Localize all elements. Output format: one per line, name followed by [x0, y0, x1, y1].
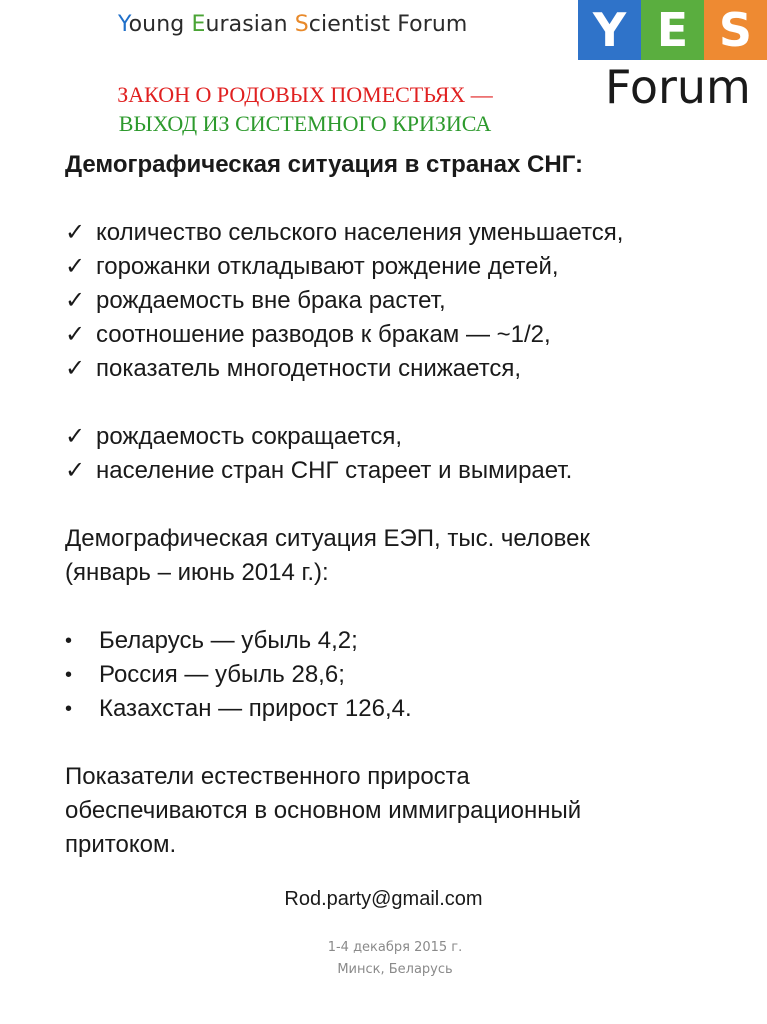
- footer-place: Минск, Беларусь: [337, 962, 453, 977]
- list-item-text: соотношение разводов к бракам — ~1/2,: [96, 321, 551, 348]
- list-item: [65, 658, 745, 692]
- eep-intro-line-2: (январь – июнь 2014 г.):: [65, 559, 329, 586]
- list-item: [65, 284, 745, 318]
- title-initial-e: E: [191, 12, 206, 37]
- logo-forum-word: Forum: [605, 60, 751, 114]
- check-list-2: [65, 420, 745, 488]
- headline-line-1: ЗАКОН О РОДОВЫХ ПОМЕСТЬЯХ —: [117, 82, 493, 107]
- check-icon: ✓: [65, 457, 86, 484]
- spacer: [65, 386, 745, 420]
- title-word-eurasian: urasian: [205, 12, 295, 37]
- forum-title: [118, 12, 467, 37]
- title-word-scientist-forum: cientist Forum: [308, 12, 468, 37]
- list-item-text: горожанки откладывают рождение детей,: [96, 253, 559, 280]
- title-initial-y: Y: [118, 12, 129, 37]
- conclusion-line-1: Показатели естественного прироста: [65, 763, 470, 790]
- title-word-young: oung: [128, 12, 192, 37]
- spacer: [65, 590, 745, 624]
- check-icon: ✓: [65, 219, 86, 246]
- list-item-text: рождаемость вне брака растет,: [96, 287, 446, 314]
- spacer: [65, 726, 745, 760]
- list-item-text: количество сельского населения уменьшается,: [96, 219, 624, 246]
- headline-line-2: ВЫХОД ИЗ СИСТЕМНОГО КРИЗИСА: [118, 111, 492, 136]
- footer-date: 1-4 декабря 2015 г.: [327, 940, 463, 955]
- list-item-text: Беларусь — убыль 4,2;: [99, 627, 358, 654]
- list-item: [65, 216, 745, 250]
- bullet-icon: •: [65, 664, 73, 686]
- list-item-text: население стран СНГ стареет и вымирает.: [96, 457, 573, 484]
- logo-tile-e: E: [641, 0, 704, 60]
- country-list: [65, 624, 745, 726]
- check-icon: ✓: [65, 423, 86, 450]
- list-item-text: Россия — убыль 28,6;: [99, 661, 345, 688]
- list-item: [65, 454, 745, 488]
- conclusion-line-2: обеспечиваются в основном иммиграционный: [65, 797, 582, 824]
- logo-tile-s: S: [704, 0, 767, 60]
- list-item: [65, 692, 745, 726]
- logo-tile-y: Y: [578, 0, 641, 60]
- footer: [0, 937, 767, 981]
- conclusion-line-3: притоком.: [65, 831, 177, 858]
- headline: [60, 80, 550, 138]
- bullet-icon: •: [65, 698, 73, 720]
- bullet-icon: •: [65, 630, 73, 652]
- check-icon: ✓: [65, 253, 86, 280]
- list-item: [65, 624, 745, 658]
- contact-email: Rod.party@gmail.com: [284, 888, 483, 910]
- list-item: [65, 420, 745, 454]
- list-item: [65, 250, 745, 284]
- check-icon: ✓: [65, 321, 86, 348]
- main-content: [65, 148, 745, 862]
- title-initial-s: S: [294, 12, 309, 37]
- list-item: [65, 318, 745, 352]
- list-item: [65, 352, 745, 386]
- list-item-text: показатель многодетности снижается,: [96, 355, 522, 382]
- spacer: [65, 488, 745, 522]
- section-heading: Демографическая ситуация в странах СНГ:: [65, 151, 583, 178]
- list-item-text: рождаемость сокращается,: [96, 423, 403, 450]
- spacer: [65, 182, 745, 216]
- list-item-text: Казахстан — прирост 126,4.: [99, 695, 412, 722]
- check-icon: ✓: [65, 287, 86, 314]
- check-list-1: [65, 216, 745, 386]
- yes-logo: [578, 0, 767, 60]
- eep-intro-line-1: Демографическая ситуация ЕЭП, тыс. человек: [65, 525, 590, 552]
- check-icon: ✓: [65, 355, 86, 382]
